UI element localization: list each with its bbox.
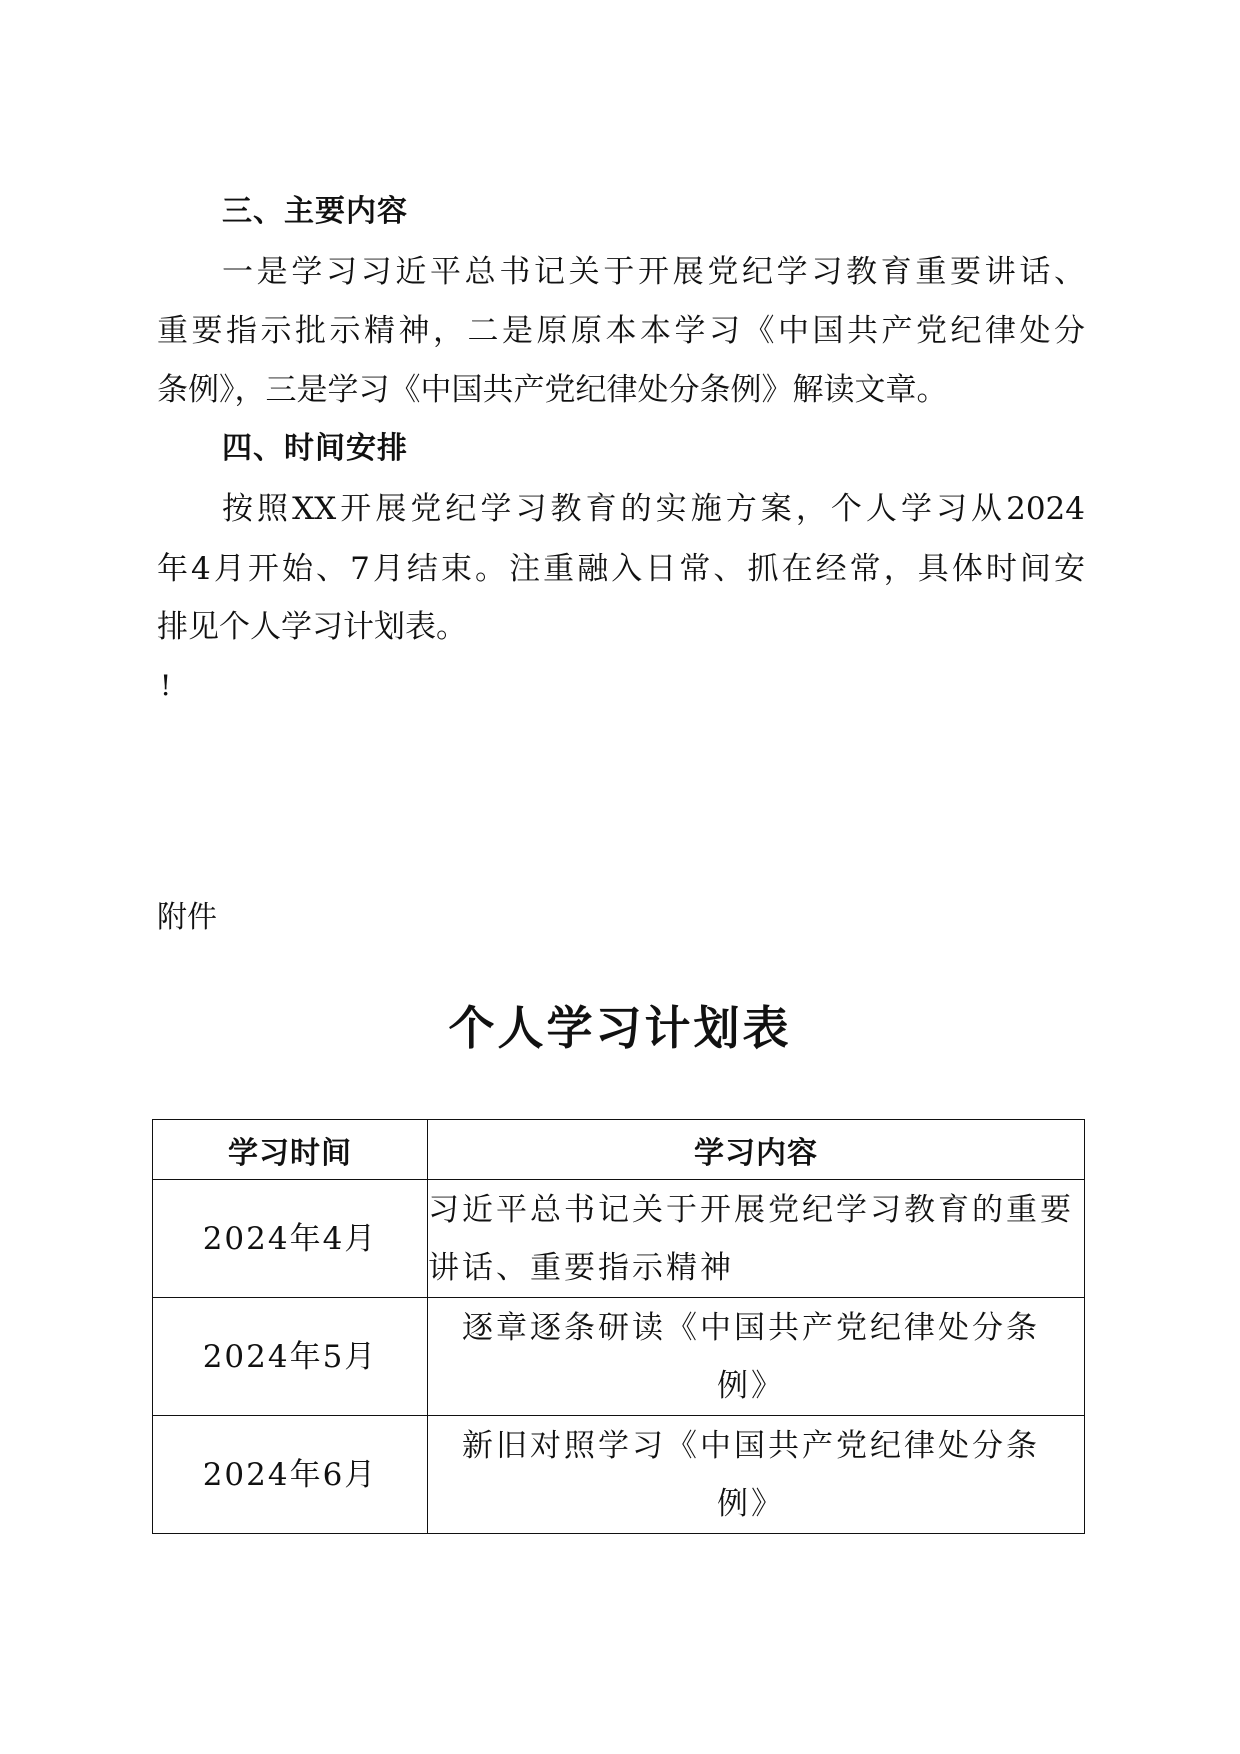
table-row xyxy=(153,1298,1085,1416)
paragraph-line: 条例》，三是学习《中国共产党纪律处分条例》解读文章。 xyxy=(157,372,948,408)
section-heading-schedule: 四、时间安排 xyxy=(222,431,408,466)
paragraph-line: 一是学习习近平总书记关于开展党纪学习教育重要讲话、 xyxy=(222,254,1085,290)
header-study-time: 学习时间 xyxy=(153,1120,428,1180)
plan-table-title: 个人学习计划表 xyxy=(448,1001,792,1055)
table-row xyxy=(153,1180,1085,1298)
study-plan-table xyxy=(152,1119,1085,1534)
row-time: 2024年6月 xyxy=(153,1416,428,1534)
row-time: 2024年5月 xyxy=(153,1298,428,1416)
section-heading-main-content: 三、主要内容 xyxy=(222,194,408,229)
paragraph-line: 年4月开始、7月结束。注重融入日常、抓在经常，具体时间安 xyxy=(157,551,1085,587)
header-study-content: 学习内容 xyxy=(428,1120,1085,1180)
stray-mark: ! xyxy=(160,669,172,702)
row-time: 2024年4月 xyxy=(153,1180,428,1298)
row-content: 新旧对照学习《中国共产党纪律处分条例》 xyxy=(428,1416,1085,1534)
table-header-row xyxy=(153,1120,1085,1180)
table-row xyxy=(153,1416,1085,1534)
paragraph-line: 排见个人学习计划表。 xyxy=(157,609,467,645)
row-content: 习近平总书记关于开展党纪学习教育的重要讲话、重要指示精神 xyxy=(428,1180,1085,1298)
attachment-label: 附件 xyxy=(157,900,217,935)
row-content: 逐章逐条研读《中国共产党纪律处分条例》 xyxy=(428,1298,1085,1416)
paragraph-line: 重要指示批示精神，二是原原本本学习《中国共产党纪律处分 xyxy=(157,313,1085,349)
paragraph-line: 按照XX开展党纪学习教育的实施方案，个人学习从2024 xyxy=(222,491,1085,527)
